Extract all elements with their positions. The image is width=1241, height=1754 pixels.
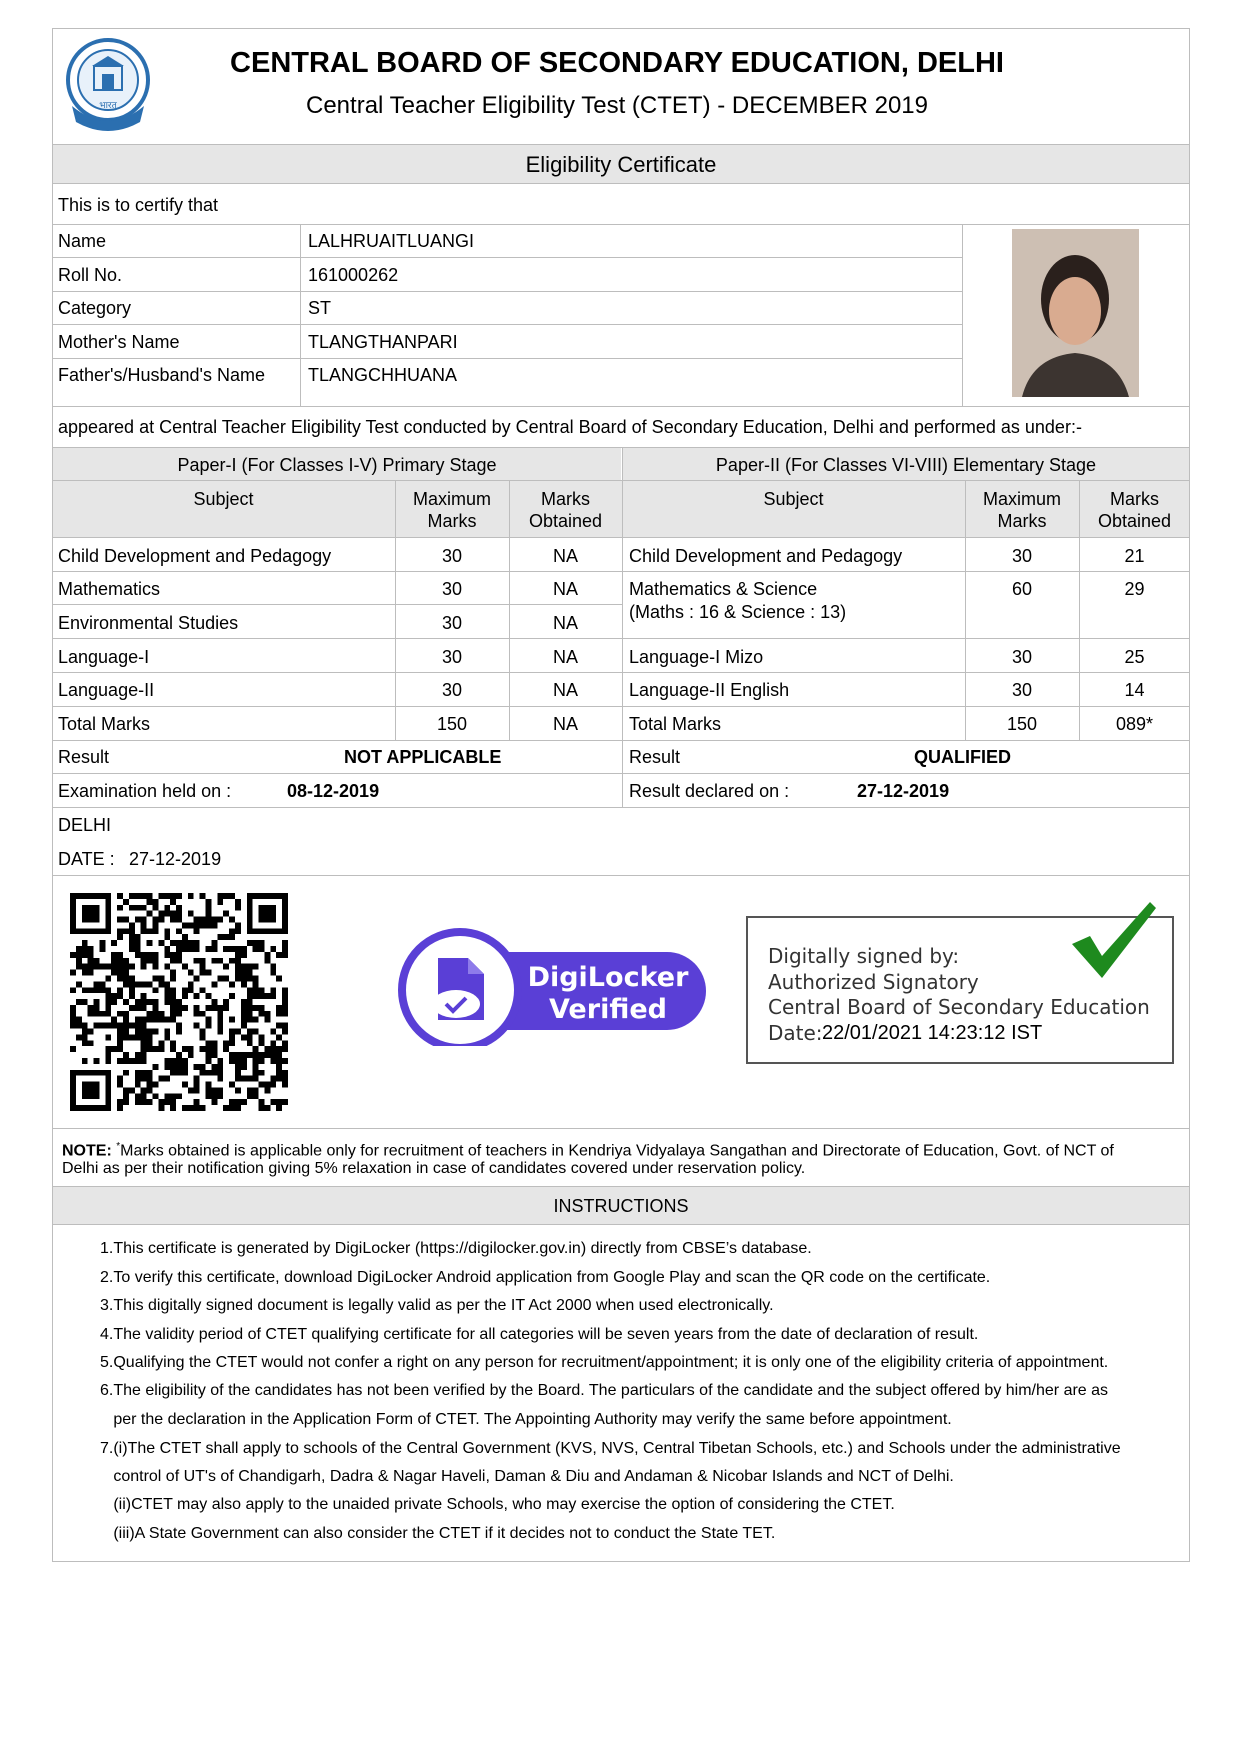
result-declared-value: 27-12-2019 [857, 781, 950, 801]
category-value: ST [308, 298, 332, 318]
p1-row-obtained: NA [552, 613, 578, 633]
p1-row-max: 30 [441, 579, 463, 599]
svg-text:Verified: Verified [549, 994, 667, 1025]
p2-result-value: QUALIFIED [914, 747, 1011, 767]
note-line2: Delhi as per their notification giving 5% relaxation in case of candidates covered under reservation policy. [62, 1160, 806, 1177]
paper2-col-subject: Subject [763, 489, 824, 509]
place: DELHI [58, 815, 112, 835]
p2-row-max: 30 [1011, 680, 1033, 700]
p1-row-subject: Child Development and Pedagogy [58, 546, 332, 566]
date-label: DATE : [58, 849, 115, 869]
paper1-col-max-1: Maximum [412, 489, 491, 509]
p1-total-max: 150 [436, 714, 468, 734]
note-star: * [116, 1141, 121, 1152]
note-text1: Marks obtained is applicable only for recruitment of teachers in Kendriya Vidyalaya Sangathan and Directorate of Education, Govt. of NCT of [120, 1142, 1114, 1160]
appeared-text: appeared at Central Teacher Eligibility Test conducted by Central Board of Secondary Education, Delhi and performed as under:- [58, 417, 1082, 437]
signature-line3: Central Board of Secondary Education [768, 995, 1150, 1019]
result-declared-label: Result declared on : [629, 781, 790, 801]
roll-label: Roll No. [58, 265, 123, 285]
category-label: Category [58, 298, 132, 318]
p1-result-label: Result [58, 747, 110, 767]
name-label: Name [58, 231, 107, 251]
roll-value: 161000262 [308, 265, 399, 285]
signature-date-value: 22/01/2021 14:23:12 IST [822, 1022, 1043, 1044]
p2-row-max: 30 [1011, 647, 1033, 667]
instruction-line: per the declaration in the Application Form of CTET. The Appointing Authority may verify the same before appointment. [100, 1411, 952, 1428]
p2-row-subject: Language-I Mizo [629, 647, 764, 667]
exam-held-value: 08-12-2019 [287, 781, 380, 801]
certificate-title: Eligibility Certificate [525, 152, 717, 177]
instruction-line: 5.Qualifying the CTET would not confer a right on any person for recruitment/appointment; it is only one of the eligibility criteria of appointment. [100, 1354, 1109, 1371]
p2-total-obtained: 089* [1115, 714, 1154, 734]
p1-row-subject: Language-I [58, 647, 150, 667]
paper2-col-obt-2: Obtained [1097, 511, 1172, 531]
paper1-col-max-2: Marks [427, 511, 477, 531]
p1-row-obtained: NA [552, 546, 578, 566]
paper2-title: Paper-II (For Classes VI-VIII) Elementary Stage [715, 455, 1097, 475]
p1-row-max: 30 [441, 680, 463, 700]
p2-result-label: Result [629, 747, 681, 767]
paper2-col-obt-1: Marks [1110, 489, 1159, 509]
p1-total-obtained: NA [552, 714, 578, 734]
father-name-value: TLANGCHHUANA [308, 365, 458, 385]
board-title: CENTRAL BOARD OF SECONDARY EDUCATION, DELHI [230, 47, 1004, 79]
exam-held-label: Examination held on : [58, 781, 232, 801]
name-value: LALHRUAITLUANGI [308, 231, 475, 251]
paper1-col-obt-1: Marks [541, 489, 590, 509]
p1-row-subject: Language-II [58, 680, 155, 700]
p1-row-obtained: NA [552, 680, 578, 700]
p1-row-max: 30 [441, 613, 463, 633]
checkmark-icon [1068, 898, 1158, 982]
intro-text: This is to certify that [58, 195, 219, 215]
instruction-line: 4.The validity period of CTET qualifying certificate for all categories will be seven years from the date of declaration of result. [100, 1326, 979, 1343]
p1-result-value: NOT APPLICABLE [344, 747, 502, 767]
paper1-title: Paper-I (For Classes I-V) Primary Stage [177, 455, 497, 475]
p2-row-obtained: 25 [1124, 647, 1145, 667]
cbse-logo [62, 36, 154, 136]
svg-text:DigiLocker: DigiLocker [527, 962, 689, 993]
note-label: NOTE: [62, 1142, 112, 1160]
instruction-line: 3.This digitally signed document is legally valid as per the IT Act 2000 when used electronically. [100, 1297, 774, 1314]
signature-line1: Digitally signed by: [768, 944, 960, 968]
p2-total-label: Total Marks [629, 714, 722, 734]
mother-name-label: Mother's Name [58, 332, 180, 352]
svg-text:भारत: भारत [99, 100, 117, 110]
paper2-col-max-2: Marks [997, 511, 1047, 531]
p1-total-label: Total Marks [58, 714, 151, 734]
paper2-col-max-1: Maximum [982, 489, 1061, 509]
p2-row-obtained: 21 [1124, 546, 1145, 566]
p1-row-obtained: NA [552, 579, 578, 599]
instruction-line: 7.(i)The CTET shall apply to schools of the Central Government (KVS, NVS, Central Tibetan Schools, etc.) and Schools under the administrative [100, 1440, 1121, 1457]
signature-date-label: Date: [768, 1021, 823, 1045]
p2-row-obtained: 14 [1124, 680, 1145, 700]
signature-line2: Authorized Signatory [768, 970, 979, 994]
p1-row-max: 30 [441, 647, 463, 667]
p1-row-max: 30 [441, 546, 463, 566]
p2-row-subject-detail: (Maths : 16 & Science : 13) [629, 602, 847, 622]
instruction-line: (iii)A State Government can also consider the CTET if it decides not to conduct the State TET. [100, 1525, 776, 1542]
p2-row-max: 30 [1011, 546, 1033, 566]
exam-title: Central Teacher Eligibility Test (CTET) - DECEMBER 2019 [306, 92, 928, 119]
mother-name-value: TLANGTHANPARI [308, 332, 458, 352]
p2-row-subject: Mathematics & Science [629, 579, 818, 599]
paper1-col-obt-2: Obtained [528, 511, 603, 531]
p1-row-subject: Environmental Studies [58, 613, 239, 633]
p2-row-max: 60 [1011, 579, 1033, 599]
candidate-photo [1012, 229, 1139, 397]
qr-code [70, 893, 288, 1111]
paper1-col-subject: Subject [193, 489, 254, 509]
instruction-line: control of UT's of Chandigarh, Dadra & Nagar Haveli, Daman & Diu and Andaman & Nicobar Islands and NCT of Delhi. [100, 1468, 954, 1485]
instruction-line: 1.This certificate is generated by DigiLocker (https://digilocker.gov.in) directly from CBSE’s database. [100, 1240, 812, 1257]
p1-row-obtained: NA [552, 647, 578, 667]
date-value: 27-12-2019 [129, 849, 222, 869]
instructions-title: INSTRUCTIONS [553, 1196, 689, 1216]
p1-row-subject: Mathematics [58, 579, 161, 599]
p2-row-obtained: 29 [1124, 579, 1145, 599]
father-name-label: Father's/Husband's Name [58, 365, 265, 385]
instruction-line: 2.To verify this certificate, download DigiLocker Android application from Google Play and scan the QR code on the certificate. [100, 1269, 991, 1286]
digilocker-verified-badge [398, 928, 710, 1046]
p2-row-subject: Child Development and Pedagogy [629, 546, 903, 566]
p2-row-subject: Language-II English [629, 680, 790, 700]
instruction-line: 6.The eligibility of the candidates has not been verified by the Board. The particulars of the candidate and the subject offered by him/her are as [100, 1382, 1109, 1399]
instruction-line: (ii)CTET may also apply to the unaided private Schools, who may exercise the option of considering the CTET. [100, 1496, 895, 1513]
p2-total-max: 150 [1006, 714, 1038, 734]
